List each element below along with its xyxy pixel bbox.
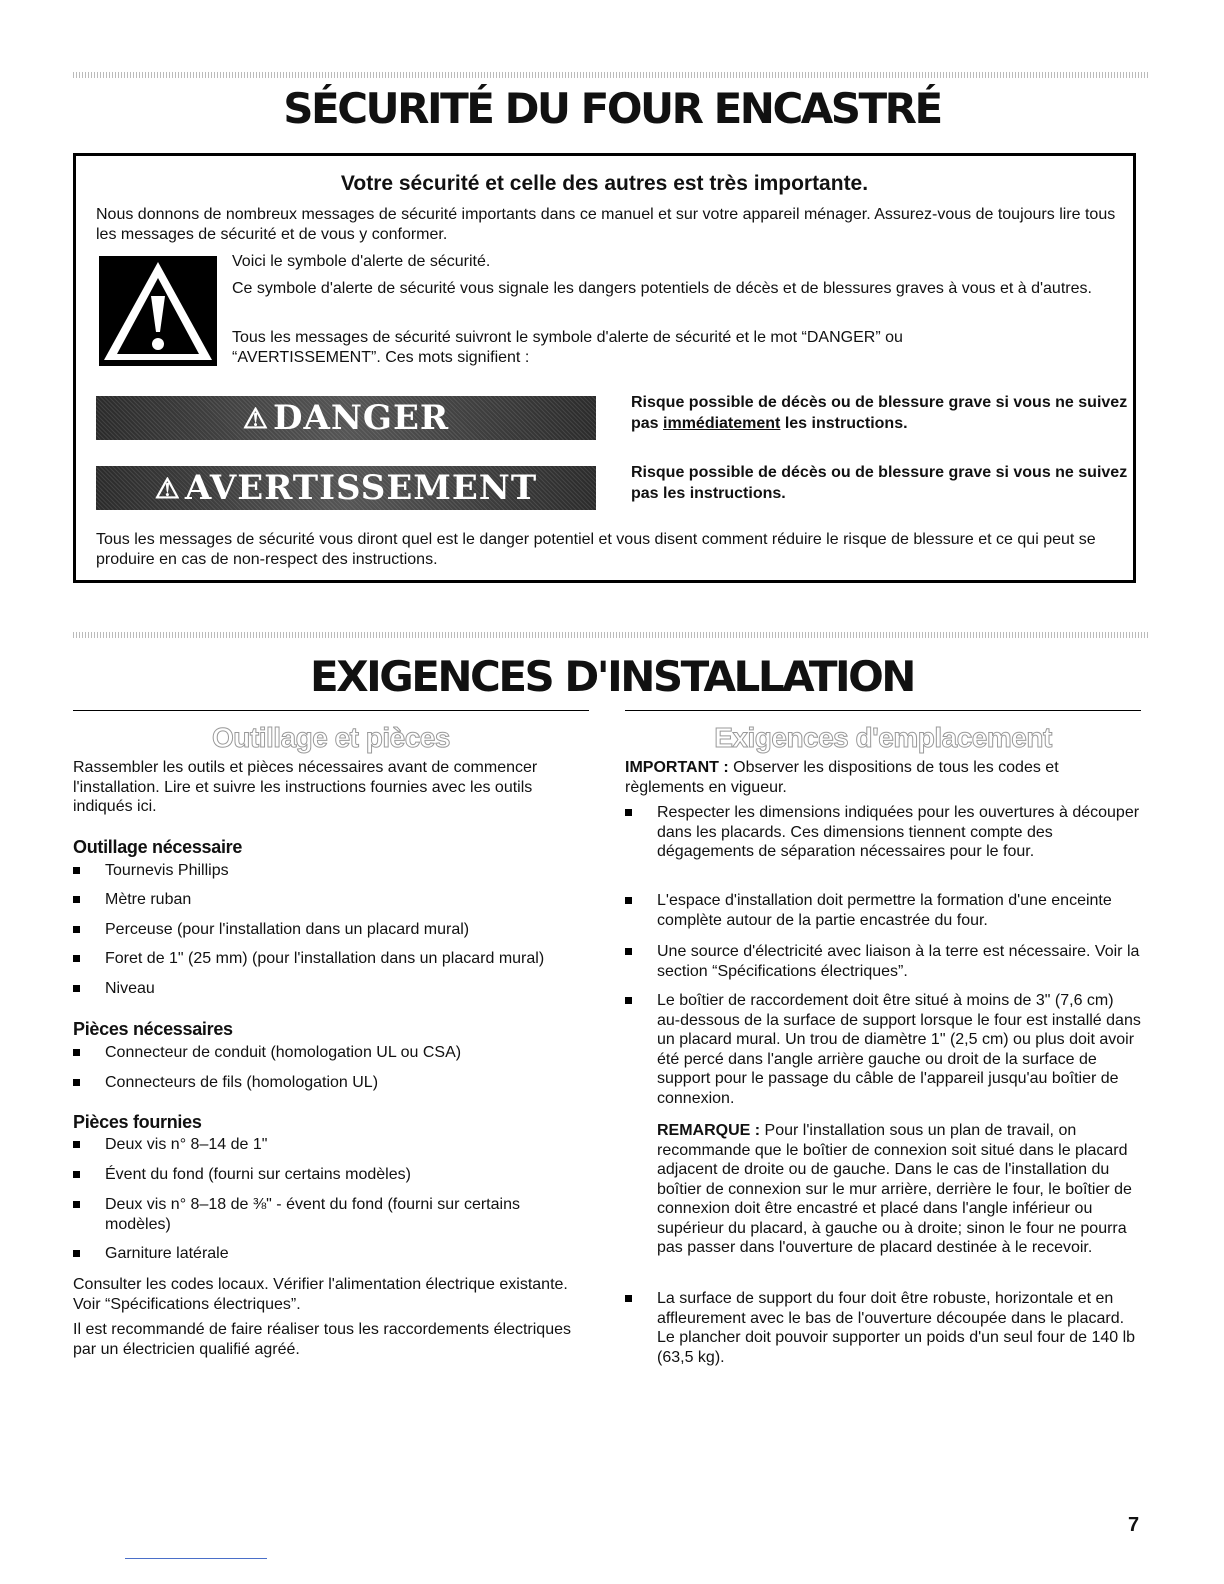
parts-heading: Pièces nécessaires [73, 1019, 233, 1039]
warning-description: Risque possible de décès ou de blessure grave si vous ne suivez pas les instructions. [631, 464, 1128, 502]
footer-line [125, 1558, 267, 1559]
tools-heading: Outillage nécessaire [73, 837, 243, 857]
danger-signal [96, 396, 596, 440]
warning-signal [96, 466, 596, 510]
warning-label: AVERTISSEMENT [184, 468, 538, 508]
right-column-heading: Exigences d'emplacement [714, 722, 1052, 753]
important-text: Observer les dispositions de tous les codes et règlements en vigueur. [625, 759, 1059, 796]
safety-intro: Nous donnons de nombreux messages de sécurité importants dans ce manuel et sur votre appareil ménager. Assurez-vous de toujours lire tous les messages de sécurité et de vous y conformer. [96, 206, 1116, 243]
left-note-2: Il est recommandé de faire réaliser tous les raccordements électriques par un électricien qualifié agréé. [73, 1321, 571, 1358]
page-title-install: EXIGENCES D'INSTALLATION [310, 652, 914, 701]
left-intro: Rassembler les outils et pièces nécessaires avant de commencer l'installation. Lire et suivre les instructions fournies avec les outils indiqués ici. [73, 759, 538, 815]
remarque-text: Pour l'installation sous un plan de travail, on recommande que le boîtier de connexion soit situé dans le placard adjacent de droite ou de gauche. Dans le cas de l'installation du boîtier de connexion sur le mur arrière, derrière le four, le boîtier de connexion doit être encastré et placé dans l'angle inférieur ou supérieur du placard, à gauche ou à droite; sinon le four ne pourra pas passer dans l'ouverture de placard destinée à le recevoir. [657, 1122, 1132, 1256]
page-title-security: SÉCURITÉ DU FOUR ENCASTRÉ [283, 84, 941, 133]
page-number: 7 [1128, 1514, 1140, 1536]
supplied-heading: Pièces fournies [73, 1112, 202, 1132]
right-column-rule [625, 710, 1141, 711]
safety-alert-icon [99, 256, 217, 366]
warning-triangle-icon: ⚠ [154, 471, 181, 505]
remarque-note [657, 1121, 1141, 1258]
left-note-1: Consulter les codes locaux. Vérifier l'alimentation électrique existante. Voir “Spécifications électriques”. [73, 1276, 568, 1313]
section-divider [73, 632, 1148, 638]
important-note [625, 758, 1125, 797]
left-column-rule [73, 710, 589, 711]
safety-heading: Votre sécurité et celle des autres est très importante. [340, 172, 869, 195]
remarque-label: REMARQUE : [657, 1122, 761, 1139]
important-label: IMPORTANT : [625, 759, 729, 776]
danger-text-underline: immédiatement [663, 415, 781, 432]
words-desc: Tous les messages de sécurité suivront le symbole d'alerte de sécurité et le mot “DANGER” ou “AVERTISSEMENT”. Ces mots signifient : [232, 329, 903, 366]
danger-description [631, 392, 1131, 434]
danger-triangle-icon: ⚠ [242, 401, 269, 435]
danger-text-a: Risque possible de décès ou de blessure grave si vous ne suivez pas [631, 394, 1128, 432]
danger-label: DANGER [272, 398, 450, 438]
symbol-desc: Ce symbole d'alerte de sécurité vous signale les dangers potentiels de décès et de blessures graves à vous et à d'autres. [232, 280, 1092, 297]
left-column-heading: Outillage et pièces [212, 722, 450, 753]
danger-text-b: les instructions. [780, 415, 908, 432]
safety-box [73, 153, 1136, 583]
top-divider [73, 72, 1148, 78]
symbol-line: Voici le symbole d'alerte de sécurité. [232, 253, 491, 270]
safety-footer: Tous les messages de sécurité vous diront quel est le danger potentiel et vous disent comment réduire le risque de blessure et ce qui peut se produire en cas de non-respect des instructions. [96, 531, 1096, 568]
